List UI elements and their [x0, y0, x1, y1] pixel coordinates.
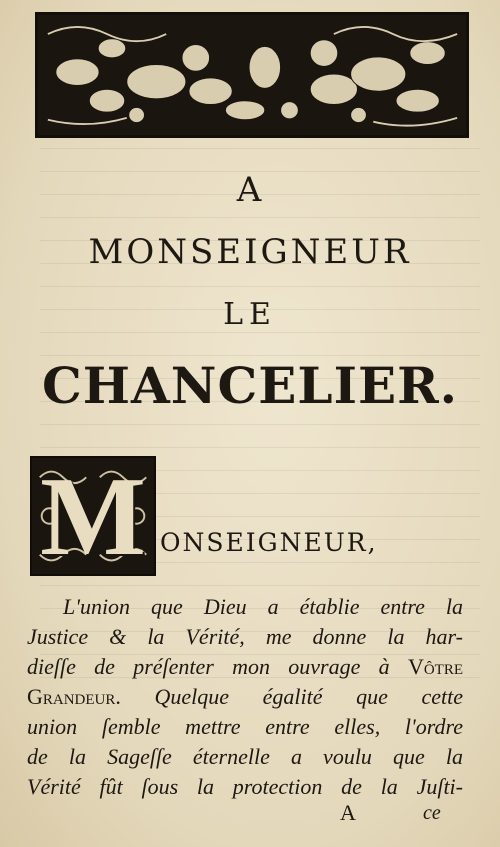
woodcut-headpiece-icon — [35, 12, 469, 138]
page-footer — [0, 800, 500, 830]
body-line-7 — [27, 772, 463, 802]
initial-letter: M — [40, 455, 146, 579]
heading-monseigneur: MONSEIGNEUR — [88, 232, 412, 272]
small-caps-votre: Vôtre — [407, 654, 463, 679]
body-line-text: dieſſe de préſenter mon ouvrage à — [27, 654, 408, 679]
body-line-text: L'union que Dieu a établie entre la — [63, 594, 463, 619]
body-line-1 — [27, 592, 463, 622]
body-line-text: Justice & la Vérité, me donne la har- — [27, 624, 463, 649]
heading-a: A — [236, 170, 264, 210]
heading-le: LE — [223, 297, 277, 332]
signature-mark: A — [340, 800, 356, 825]
body-line-3 — [27, 652, 463, 682]
body-line-6 — [27, 742, 463, 772]
body-line-4 — [27, 682, 463, 712]
salutation: ONSEIGNEUR, — [160, 528, 378, 557]
body-line-5 — [27, 712, 463, 742]
catchword: ce — [423, 802, 441, 824]
heading-chancelier: CHANCELIER. — [41, 356, 459, 415]
body-line-text: Vérité fût ſous la protection de la Juſti- — [27, 774, 463, 799]
body-line-text: Quelque égalité que cette — [120, 684, 463, 709]
body-line-text: de la Sageſſe éternelle a voulu que la — [27, 744, 463, 769]
decorated-initial-icon — [30, 455, 156, 579]
small-caps-grandeur: Grandeur. — [27, 684, 121, 709]
body-line-text: union ſemble mettre entre elles, l'ordre — [27, 714, 463, 739]
body-line-2 — [27, 622, 463, 652]
